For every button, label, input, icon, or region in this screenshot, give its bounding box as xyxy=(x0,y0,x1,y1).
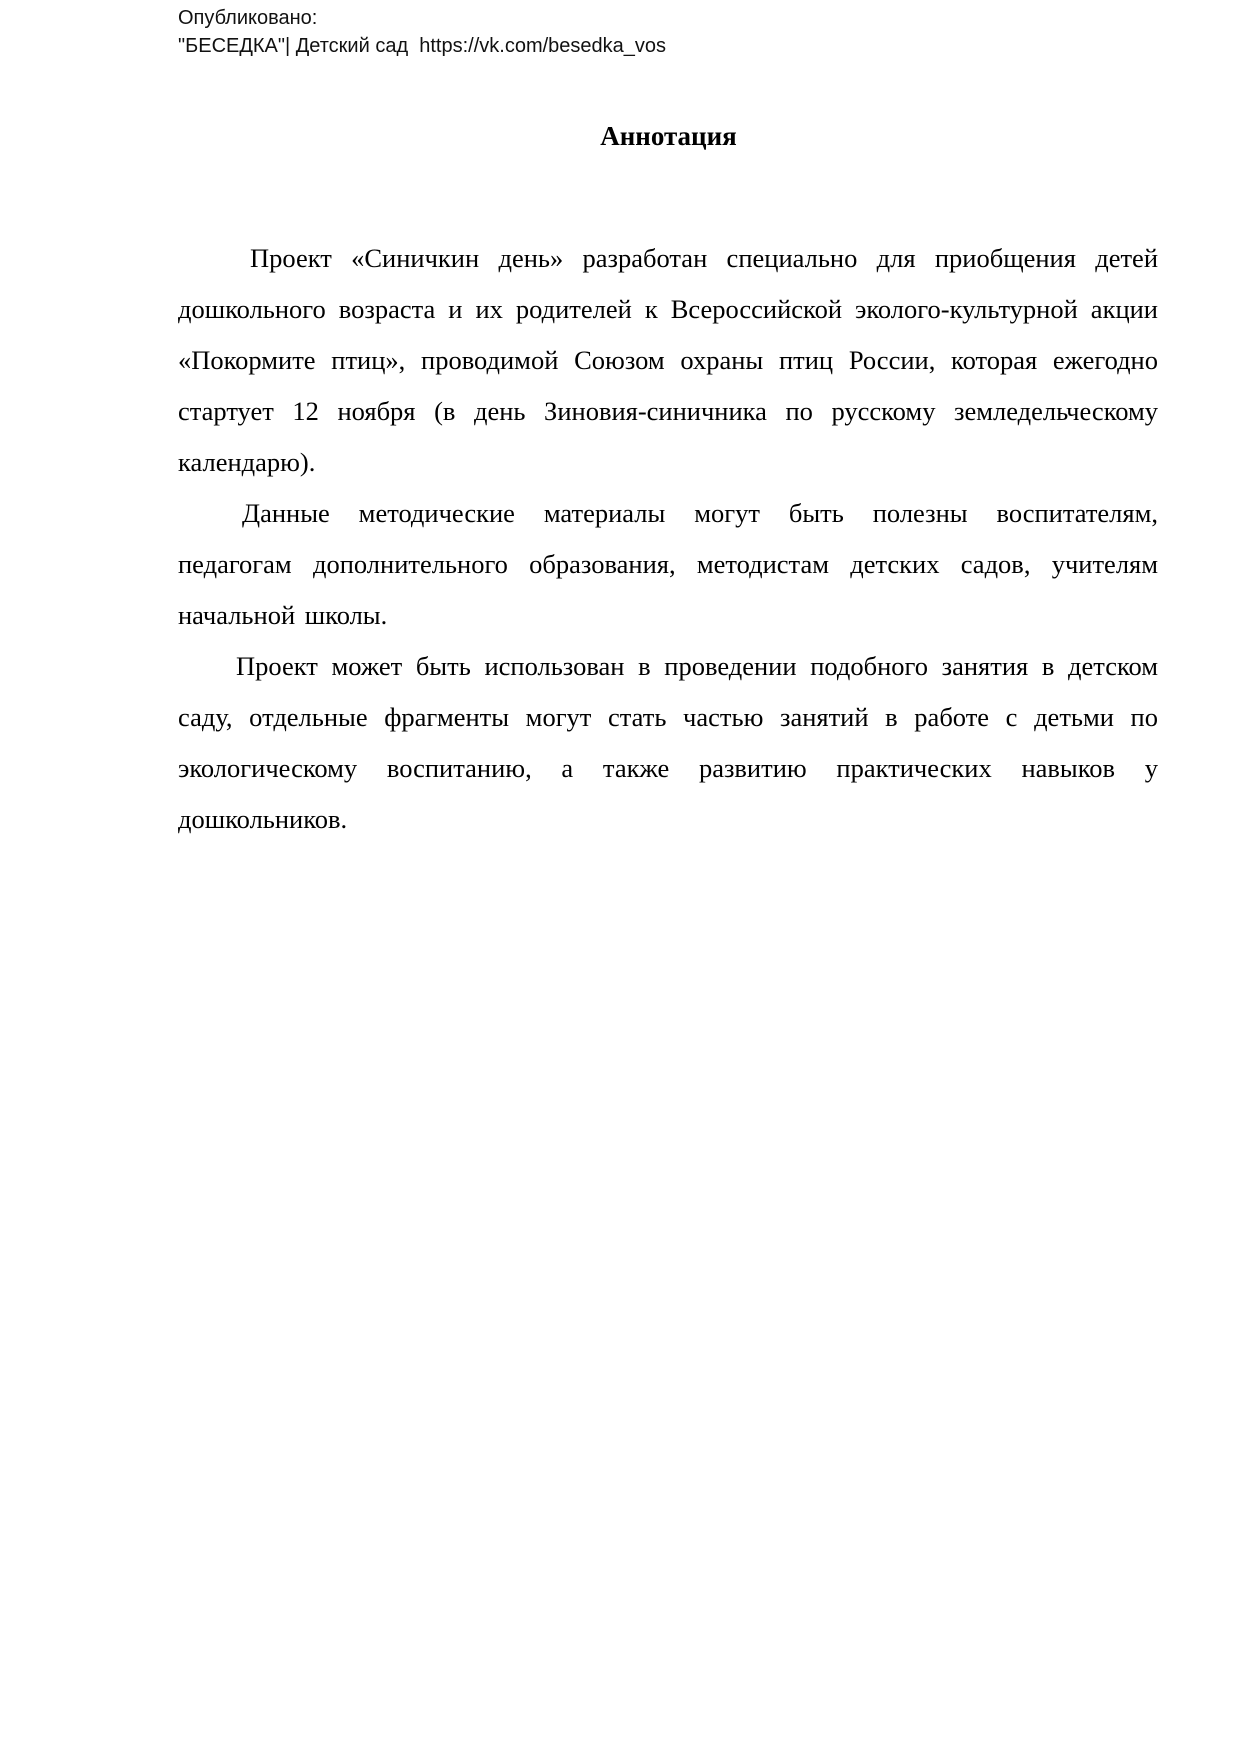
page-title: Аннотация xyxy=(600,121,737,151)
source-line: "БЕСЕДКА"| Детский сад https://vk.com/besedka_vos xyxy=(178,35,667,57)
publication-header xyxy=(178,4,666,60)
paragraph-1: Проект «Синичкин день» разработан специально для приобщения детей дошкольного возраста и их родителей к Всероссийской эколого-культурной акции «Покормите птиц», проводимой Союзом охраны птиц России, которая ежегодно стартует 12 ноября (в день Зиновия-синичника по русскому земледельческому календарю). xyxy=(178,243,1158,477)
published-label: Опубликовано: xyxy=(178,7,318,29)
paragraph-2: Данные методические материалы могут быть полезны воспитателям, педагогам дополнительного образования, методистам детских садов, учителям начальной школы. xyxy=(178,498,1158,630)
paragraph-3: Проект может быть использован в проведении подобного занятия в детском саду, отдельные фрагменты могут стать частью занятий в работе с детьми по экологическому воспитанию, а также развитию практических навыков у дошкольников. xyxy=(178,651,1158,834)
annotation-body xyxy=(178,233,1158,845)
